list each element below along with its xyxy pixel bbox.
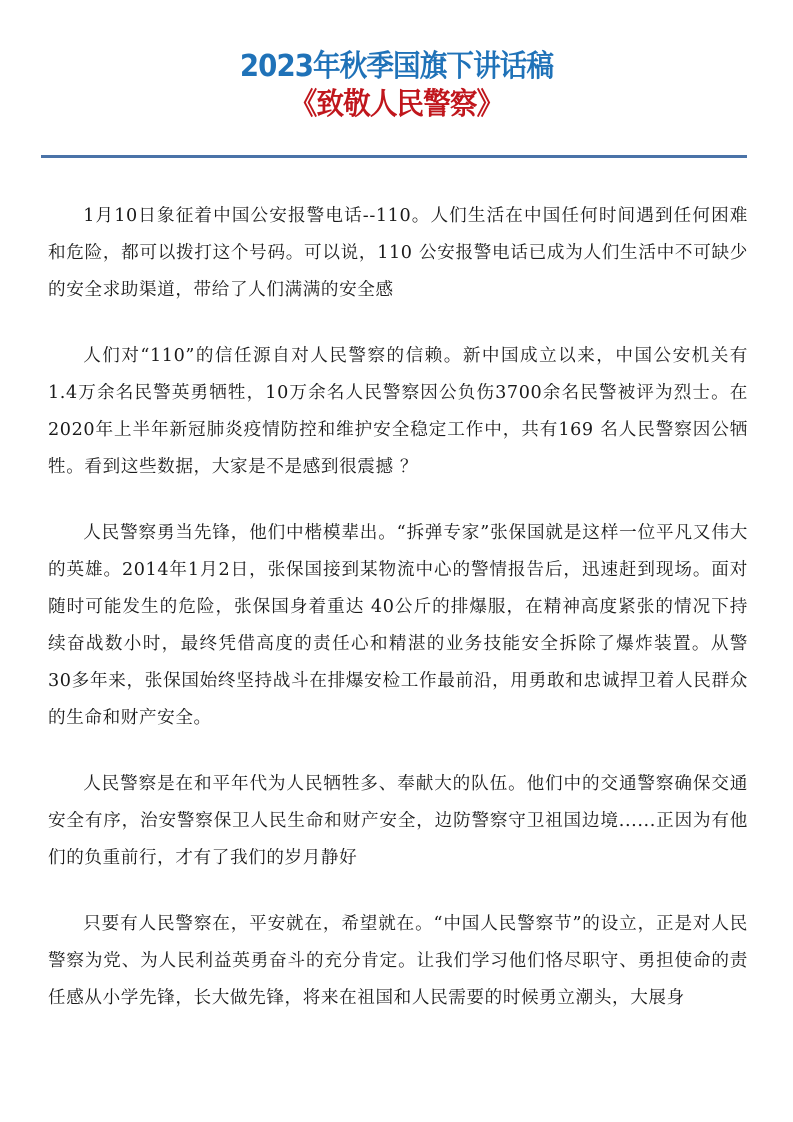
paragraph: 人民警察勇当先锋，他们中楷模辈出。“拆弹专家”张保国就是这样一位平凡又伟大的英雄。2014年1月2日，张保国接到某物流中心的警情报告后，迅速赶到现场。面对随时可能发生的危险，张保国身着重达 40公斤的排爆服，在精神高度紧张的情况下持续奋战数小时，最终凭借高度的责任心和精湛的业务技能安全拆除了爆炸装置。从警 30多年来，张保国始终坚持战斗在排爆安检工作最前沿，用勇敢和忠诚捍卫着人民群众的生命和财产安全。 <box>48 523 748 728</box>
document-body <box>48 198 748 1046</box>
document-title: 2023年秋季国旗下讲话稿 <box>239 49 554 84</box>
document-subtitle: 《致敬人民警察》 <box>289 87 504 122</box>
title-divider <box>41 155 747 158</box>
title-block <box>0 48 793 124</box>
paragraph: 1月10日象征着中国公安报警电话--110。人们生活在中国任何时间遇到任何困难和危险，都可以拨打这个号码。可以说，110 公安报警电话已成为人们生活中不可缺少的安全求助渠道，带给了人们满满的安全感 <box>48 206 748 300</box>
paragraph: 人们对“110”的信任源自对人民警察的信赖。新中国成立以来，中国公安机关有1.4万余名民警英勇牺牲，10万余名人民警察因公负伤3700余名民警被评为烈士。在2020年上半年新冠肺炎疫情防控和维护安全稳定工作中，共有169 名人民警察因公牺牲。看到这些数据，大家是不是感到很震撼 ？ <box>48 346 748 477</box>
paragraph: 只要有人民警察在，平安就在，希望就在。“中国人民警察节”的设立，正是对人民警察为党、为人民利益英勇奋斗的充分肯定。让我们学习他们恪尽职守、勇担使命的责任感从小学先锋，长大做先锋，将来在祖国和人民需要的时候勇立潮头，大展身 <box>48 914 748 1008</box>
paragraph: 人民警察是在和平年代为人民牺牲多、奉献大的队伍。他们中的交通警察确保交通安全有序，治安警察保卫人民生命和财产安全，边防警察守卫祖国边境......正因为有他们的负重前行，才有了我们的岁月静好 <box>48 774 748 868</box>
